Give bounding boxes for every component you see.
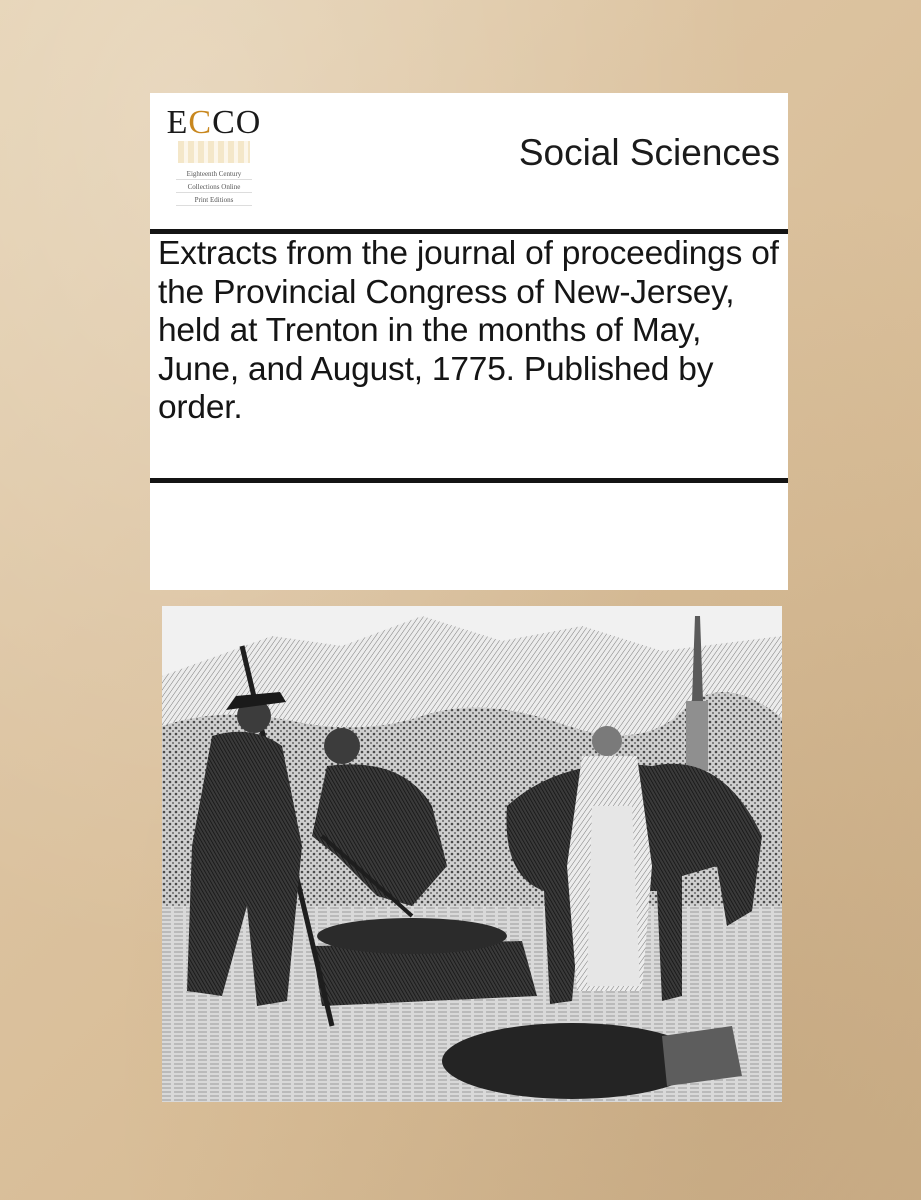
title-rule-bottom <box>150 478 788 483</box>
engraving-woman-apron <box>587 806 640 986</box>
ecco-logo <box>164 103 264 218</box>
logo-reflection <box>178 141 250 163</box>
logo-caption-line: Collections Online <box>176 182 252 193</box>
logo-letter: C <box>188 104 213 141</box>
cover-title-panel <box>150 93 788 590</box>
engraving-woman-head <box>592 726 622 756</box>
series-label: Social Sciences <box>518 132 780 173</box>
book-title: Extracts from the journal of proceedings of the Provincial Congress of New-Jersey, held at Trenton in the months of May, June, and August, 1775. Published by order. <box>158 235 779 426</box>
logo-letter: E <box>166 104 189 141</box>
logo-letter: C <box>212 104 236 141</box>
title-rule-top <box>150 229 788 234</box>
logo-letter: O <box>235 104 262 141</box>
logo-caption <box>164 169 264 208</box>
engraving-worker-head <box>324 728 360 764</box>
engraving-sod-pile <box>317 918 507 954</box>
engraving-illustration <box>162 606 782 1102</box>
engraving-tower <box>686 701 708 771</box>
engraving-sod-heap-foreground <box>442 1023 702 1099</box>
cover-header <box>150 93 788 230</box>
engraving-barrel <box>662 1026 742 1086</box>
logo-caption-line: Eighteenth Century <box>176 169 252 180</box>
logo-mark <box>164 103 264 143</box>
logo-caption-line: Print Editions <box>176 195 252 206</box>
